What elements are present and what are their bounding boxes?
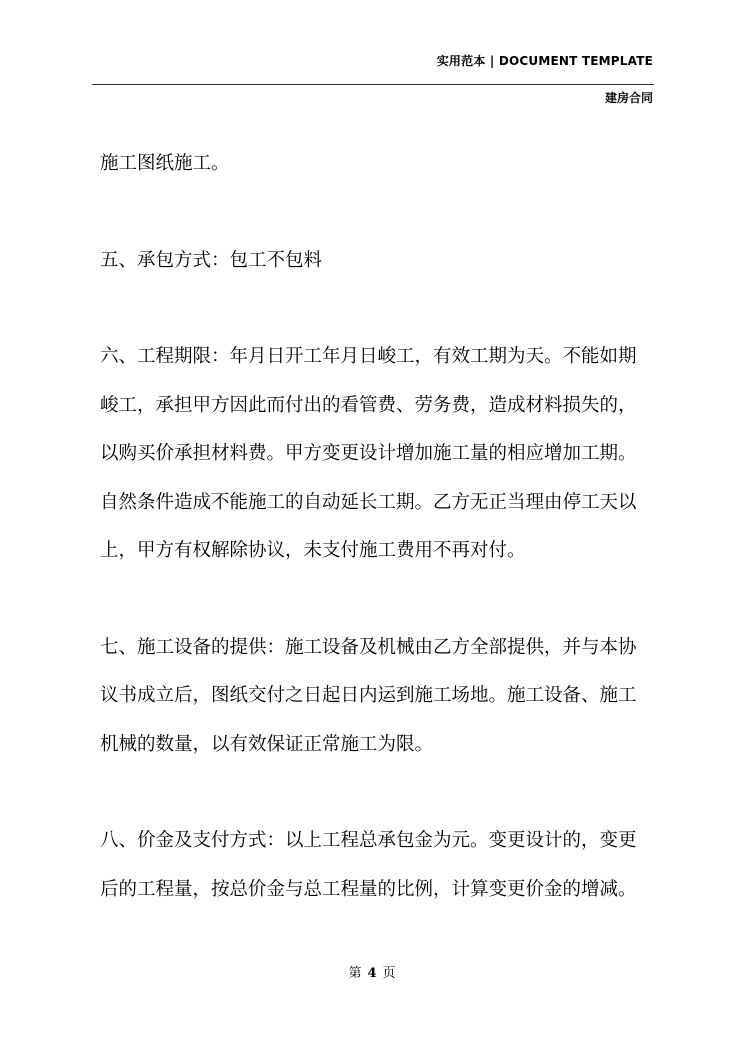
paragraph-line: 六、工程期限：年月日开工年月日峻工，有效工期为天。不能如期 (100, 346, 637, 367)
paragraph-line: 七、施工设备的提供：施工设备及机械由乙方全部提供，并与本协 (100, 636, 637, 658)
header-divider (92, 84, 654, 85)
header-subtitle: 建房合同 (604, 91, 653, 105)
page-number-prefix: 第 (348, 966, 362, 981)
paragraph-line: 施工图纸施工。 (100, 153, 230, 174)
paragraph-line: 峻工，承担甲方因此而付出的看管费、劳务费，造成材料损失的， (100, 394, 637, 416)
paragraph-clause-5 (100, 237, 656, 286)
paragraph-continuation (100, 140, 656, 189)
paragraph-line: 上，甲方有权解除协议，未支付施工费用不再对付。 (100, 540, 526, 561)
paragraph-line: 自然条件造成不能施工的自动延长工期。乙方无正当理由停工天以 (100, 491, 637, 513)
paragraph-line: 以购买价承担材料费。甲方变更设计增加施工量的相应增加工期。 (100, 443, 637, 464)
paragraph-line: 八、价金及支付方式：以上工程总承包金为元。变更设计的，变更 (100, 830, 637, 851)
paragraph-line: 后的工程量，按总价金与总工程量的比例，计算变更价金的增减。 (100, 878, 637, 900)
paragraph-clause-8 (100, 817, 656, 914)
paragraph-clause-7 (100, 624, 656, 770)
page-number-suffix: 页 (382, 966, 396, 981)
document-body (100, 140, 656, 914)
paragraph-line: 议书成立后，图纸交付之日起日内运到施工场地。施工设备、施工 (100, 685, 637, 706)
paragraph-line: 五、承包方式：包工不包料 (100, 249, 323, 271)
page-footer (0, 962, 744, 981)
header-title: 实用范本 | DOCUMENT TEMPLATE (436, 54, 653, 68)
page-number: 4 (367, 966, 377, 981)
paragraph-line: 机械的数量，以有效保证正常施工为限。 (100, 733, 434, 755)
paragraph-clause-6 (100, 333, 656, 576)
